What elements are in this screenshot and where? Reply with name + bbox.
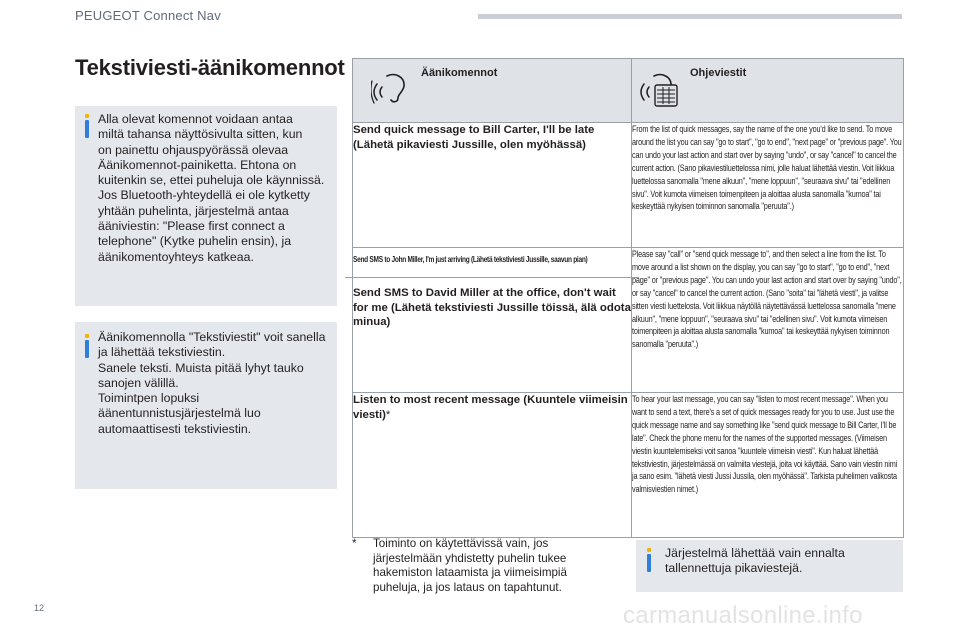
help-text: Please say "call" or "send quick message to", and then select a line from the list. To move around a list shown on the display, you can say "go to start", "go to end", "next page" or "previous page". You can undo your last action and start over by saying "undo", or say "cancel" to cancel the current action. (Sano "soita" tai "lähetä viesti", ja valitse sitten viesti luettelosta. Voit liikkua näytöllä näytettävässä luettelossa sanomalla "mene alkuun", "mene loppuun", "seuraava sivu" tai "edellinen sivu". Voit kumota viimeisen toimenpiteen ja aloittaa alusta sanomalla "kumoa" tai keskeyttää nykyisen toiminnon sanomalla "peruuta".) xyxy=(632,249,902,350)
info-icon-bar xyxy=(647,554,651,572)
command-text: Send SMS to David Miller at the office, don't wait for me (Lähetä tekstiviesti Jussille töissä, älä odota minua) xyxy=(353,287,631,329)
command-cell xyxy=(353,393,632,538)
info-icon-bar xyxy=(85,120,89,138)
info-box-sms-dictation xyxy=(75,322,337,489)
command-text xyxy=(353,393,631,422)
table-row xyxy=(353,248,904,393)
column-header-help: Ohjeviestit xyxy=(690,67,747,79)
column-header-commands: Äänikomennot xyxy=(421,67,498,79)
help-text: To hear your last message, you can say "listen to most recent message". When you want to send a text, there's a set of quick messages ready for you to use. Just use the quick message name and say something like "send quick message to Bill Carter, I'll be late". Check the phone menu for the names of the supported messages. (Viimeisen viestin kuuntelemiseksi voit sanoa "kuuntele viimeisin viesti". Kun haluat lähettää tekstiviestin, järjestelmässä on valmiita viestejä, joita voi käyttää. Sano vain viestin nimi ja sano esim. "lähetä viesti Jussi Jussila, olen myöhässä". Tarkista puhelimen valikosta valmisviestien nimet.) xyxy=(632,394,898,495)
info-icon-dot xyxy=(85,114,89,118)
help-cell xyxy=(632,393,904,538)
header-cell-help-messages xyxy=(632,59,904,123)
header-divider-bar xyxy=(478,14,902,19)
help-cell xyxy=(632,123,904,248)
help-text: From the list of quick messages, say the name of the one you'd like to send. To move around the list you can say "go to start", "go to end", "next page" or "previous page". You can undo your last action and start over by saying "undo", or say "cancel" to cancel the current action. (Sano pikaviestiluettelossa nimi, jolle haluat lähettää viestin. Voit liikkua luettelossa sanomalla "mene alkuun", "mene loppuun", "seuraava sivu" tai "edellinen sivu". Voit kumota viimeisen toimenpiteen ja aloittaa alusta sanomalla "kumoa" tai keskeyttää nykyisen toiminnon sanomalla "peruuta".) xyxy=(632,124,902,212)
table-row xyxy=(353,393,904,538)
voice-help-keypad-icon xyxy=(638,73,680,107)
footnote-marker: * xyxy=(385,408,391,421)
table-row xyxy=(353,123,904,248)
footnote-star: * xyxy=(352,537,357,550)
manual-brand-header: PEUGEOT Connect Nav xyxy=(75,8,221,23)
page-title: Tekstiviesti-äänikomennot xyxy=(75,55,345,80)
info-box-text: Alla olevat komennot voidaan antaa miltä tahansa näyttösivulta sitten, kun on painettu ohjauspyörässä olevaa Äänikomennot-painiketta. Ehtona on kuitenkin se, ettei puheluja ole käynnissä. Jos Bluetooth-yhteydellä ei ole kytketty yhtään puhelinta, järjestelmä antaa ääniviestin: "Please first connect a telephone" (Kytke puhelin ensin), ja äänikomentoyhteys katkeaa. xyxy=(98,112,325,264)
voice-command-table xyxy=(352,58,904,538)
info-icon-dot xyxy=(647,548,651,552)
help-cell xyxy=(632,248,904,393)
page-number: 12 xyxy=(34,603,45,613)
command-cell xyxy=(353,248,632,393)
cell-divider xyxy=(345,277,639,278)
command-cell xyxy=(353,123,632,248)
info-icon-dot xyxy=(85,334,89,338)
command-text-main: Listen to most recent message (Kuuntele viimeisin viesti) xyxy=(353,394,628,421)
command-text-small: Send SMS to John Miller, I'm just arriving (Lähetä tekstiviesti Jussille, saavun pian) xyxy=(353,255,588,264)
table-header-row xyxy=(353,59,904,123)
header-cell-voice-commands xyxy=(353,59,632,123)
info-box-text: Järjestelmä lähettää vain ennalta tallennettuja pikaviestejä. xyxy=(665,546,845,576)
footnote-text: Toiminto on käytettävissä vain, jos järjestelmään yhdistetty puhelin tukee hakemiston lataamista ja viimeisimpiä puheluja, ja jos lataus on tapahtunut. xyxy=(373,537,567,594)
command-text: Send quick message to Bill Carter, I'll be late (Lähetä pikaviesti Jussille, olen myöhässä) xyxy=(353,124,595,151)
voice-command-icon xyxy=(371,73,411,105)
info-box-voice-commands xyxy=(75,106,337,306)
info-icon-bar xyxy=(85,340,89,358)
watermark: carmanualsonline.info xyxy=(623,602,863,629)
info-box-text: Äänikomennolla "Tekstiviestit" voit sanella ja lähettää tekstiviestin. Sanele teksti. Muista pitää lyhyt tauko sanojen välillä. Toimintpen lopuksi äänentunnistusjärjestelmä luo automaattisesti tekstiviestin. xyxy=(98,330,326,436)
info-box-quick-messages xyxy=(636,540,903,592)
footnote xyxy=(352,537,612,595)
